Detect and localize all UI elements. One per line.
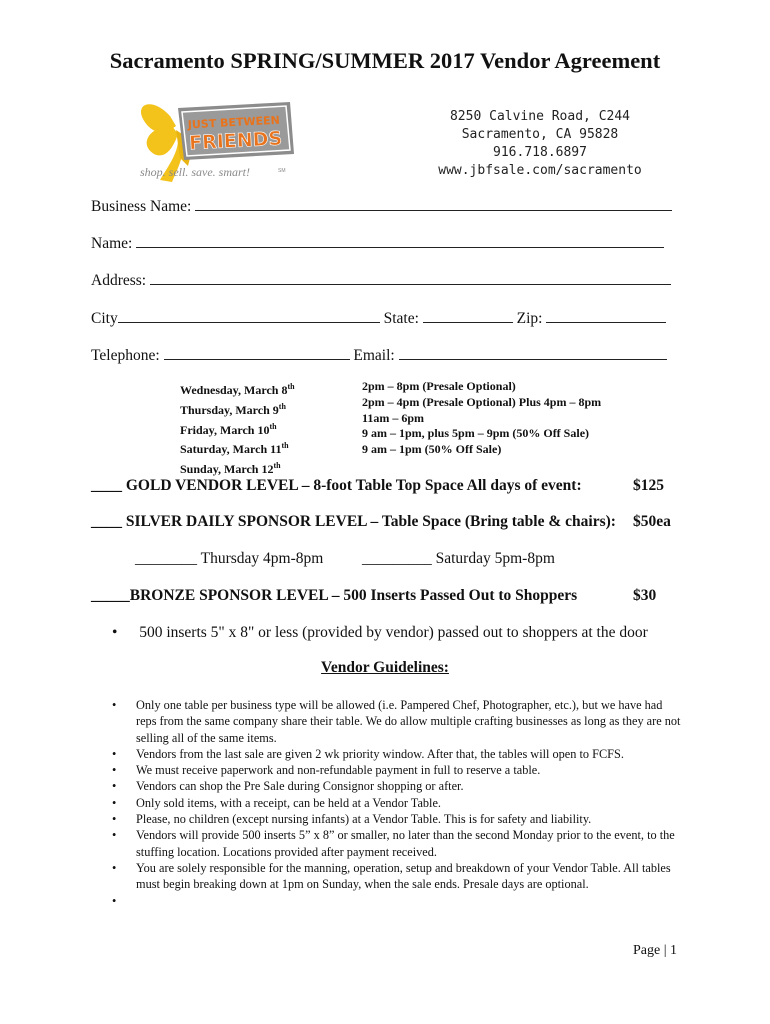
list-item: • You are solely responsible for the manning, operation, setup and breakdown of your Vendor Table. All tables must begin breaking down at 1pm on Sunday, when the sale ends. Presale days are optional. (112, 860, 671, 892)
list-item: • Only sold items, with a receipt, can be held at a Vendor Table. (112, 795, 441, 810)
list-item: • Please, no children (except nursing infants) at a Vendor Table. This is for safety and liability. (112, 812, 592, 827)
list-item: • Vendors will provide 500 inserts 5” x 8” or smaller, no later than the second Monday prior to the event, to the stuffing location. Locations provided after payment received. (112, 828, 675, 859)
schedule-times (362, 379, 662, 458)
name-field[interactable] (136, 233, 664, 248)
gold-checkbox-blank[interactable]: ____ (91, 477, 126, 494)
silver-label: SILVER DAILY SPONSOR LEVEL – Table Space (Bring table & chairs): (125, 513, 616, 530)
address-label: Address: (91, 272, 147, 289)
thursday-label: Thursday 4pm-8pm (197, 550, 324, 567)
telephone-field[interactable] (164, 345, 350, 360)
guidelines-title: Vendor Guidelines: (321, 659, 449, 676)
schedule-time: 2pm – 8pm (Presale Optional) (362, 379, 516, 393)
list-item: • (112, 893, 117, 908)
saturday-blank[interactable]: _________ (362, 550, 432, 567)
list-item: • Vendors from the last sale are given 2 wk priority window. After that, the tables will open to FCFS. (112, 746, 624, 761)
address-field[interactable] (150, 270, 671, 285)
schedule-day: Saturday, March 11th (180, 441, 289, 457)
state-label: State: (383, 310, 419, 327)
logo-tagline: shop. sell. save. smart! (140, 165, 250, 179)
schedule-day: Sunday, March 12th (180, 461, 281, 477)
email-field[interactable] (399, 345, 667, 360)
city-state-zip-row (91, 308, 666, 328)
bronze-note (112, 624, 648, 642)
contact-website: www.jbfsale.com/sacramento (438, 163, 642, 178)
bronze-level[interactable] (91, 587, 577, 605)
logo-line2: FRIENDS (188, 127, 283, 155)
zip-field[interactable] (546, 308, 666, 323)
gold-price: $125 (633, 477, 664, 494)
email-label: Email: (353, 347, 395, 364)
jbf-logo (120, 96, 305, 186)
logo-tm: SM (278, 168, 286, 174)
schedule-time: 9 am – 1pm, plus 5pm – 9pm (50% Off Sale) (362, 426, 590, 441)
business-name-field[interactable] (195, 196, 672, 211)
silver-price: $50ea (633, 513, 671, 530)
bronze-note-text: 500 inserts 5" x 8" or less (provided by vendor) passed out to shoppers at the door (139, 624, 648, 641)
schedule-time: 11am – 6pm (362, 410, 425, 425)
contact-block (415, 108, 665, 180)
name-row (91, 233, 664, 253)
business-name-label: Business Name: (91, 198, 192, 215)
schedule-days (180, 379, 360, 478)
list-item: • We must receive paperwork and non-refundable payment in full to reserve a table. (112, 763, 541, 778)
thursday-blank[interactable]: ________ (135, 550, 197, 567)
name-label: Name: (91, 235, 133, 252)
city-field[interactable] (118, 308, 380, 323)
zip-label: Zip: (516, 310, 543, 327)
silver-option-saturday[interactable] (362, 550, 555, 568)
bronze-checkbox-blank[interactable]: _____ (91, 587, 130, 604)
list-item: • Vendors can shop the Pre Sale during Consignor shopping or after. (112, 779, 464, 794)
schedule-time: 9 am – 1pm (50% Off Sale) (362, 442, 502, 457)
silver-option-thursday[interactable] (135, 550, 323, 568)
schedule-day: Thursday, March 9th (180, 401, 286, 417)
state-field[interactable] (423, 308, 513, 323)
address-row (91, 270, 671, 290)
gold-label: GOLD VENDOR LEVEL – 8-foot Table Top Space All days of event: (125, 477, 582, 494)
list-item: • Only one table per business type will be allowed (i.e. Pampered Chef, Photographer, etc.), but we have had reps from the same company share their table. We do allow multiple crafting businesses as long as they are not selling all of the same items. (112, 698, 681, 745)
silver-checkbox-blank[interactable]: ____ (91, 513, 126, 530)
contact-address-line2: Sacramento, CA 95828 (461, 127, 619, 142)
gold-level[interactable] (91, 477, 582, 495)
schedule-day: Friday, March 10th (180, 421, 277, 437)
schedule-time: 2pm – 4pm (Presale Optional) Plus 4pm – 8pm (362, 394, 602, 409)
silver-level[interactable] (91, 513, 616, 531)
city-label: City (91, 310, 118, 327)
telephone-label: Telephone: (91, 347, 160, 364)
document-title: Sacramento SPRING/SUMMER 2017 Vendor Agreement (109, 48, 661, 73)
bronze-label: BRONZE SPONSOR LEVEL – 500 Inserts Passed Out to Shoppers (129, 587, 578, 604)
bronze-price: $30 (633, 587, 657, 604)
bronze-note-bullet: • (112, 624, 118, 641)
schedule-day: Wednesday, March 8th (180, 382, 295, 397)
guidelines-list (112, 697, 682, 909)
page-number: Page | 1 (633, 943, 678, 958)
logo-line1: JUST BETWEEN (187, 113, 281, 132)
contact-address-line1: 8250 Calvine Road, C244 (449, 109, 630, 124)
saturday-label: Saturday 5pm-8pm (431, 550, 555, 567)
jbf-logo-graphic (120, 96, 305, 186)
telephone-email-row (91, 345, 667, 365)
contact-phone: 916.718.6897 (493, 145, 587, 160)
business-name-row (91, 196, 672, 216)
